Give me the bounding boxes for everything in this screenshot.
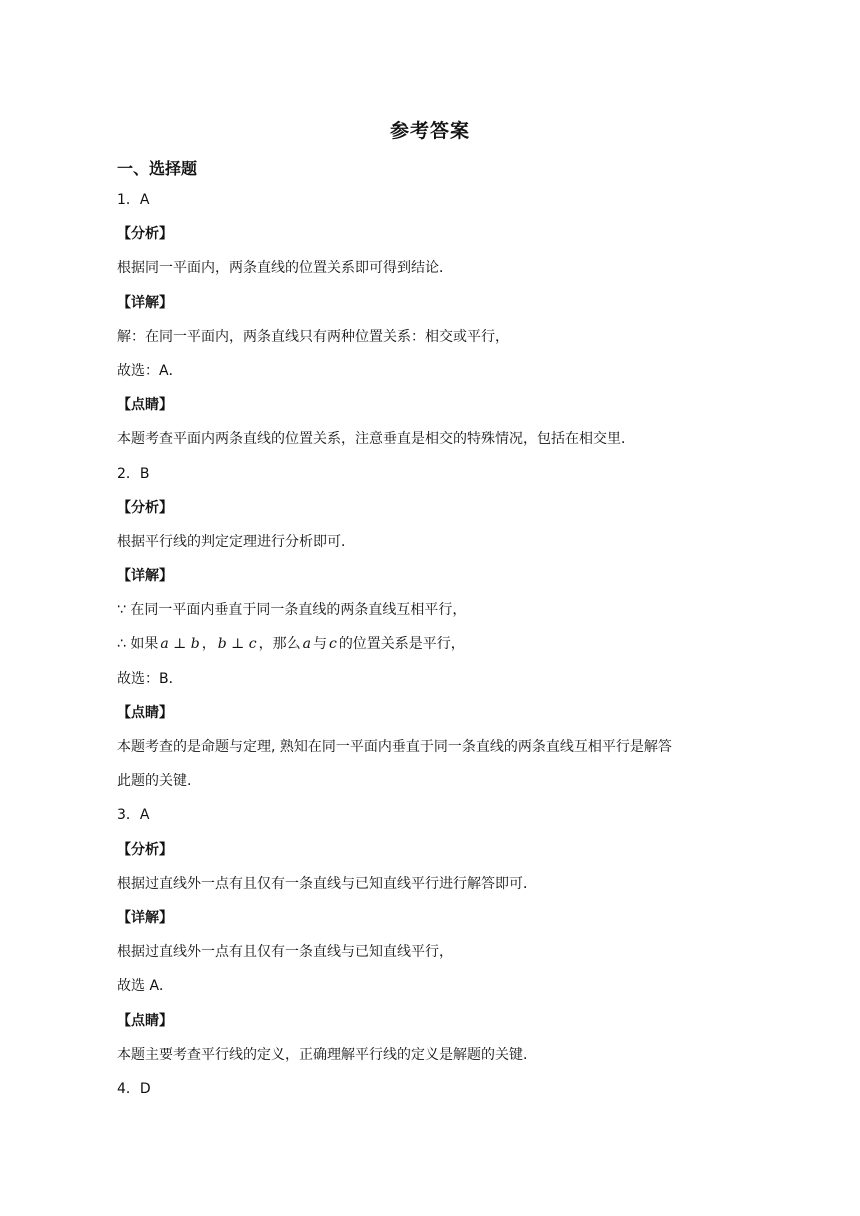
q2-answer: 2．B <box>117 465 150 482</box>
q2-comment-line-2: 此题的关键. <box>117 773 192 790</box>
q1-analysis: 根据同一平面内，两条直线的位置关系即可得到结论． <box>117 260 453 277</box>
q4-answer: 4．D <box>117 1080 151 1097</box>
q3-detail-tag: 【详解】 <box>117 909 173 926</box>
math-a: a <box>302 636 311 653</box>
q2-comment-line-1: 本题考查的是命题与定理, 熟知在同一平面内垂直于同一条直线的两条直线互相平行是解答 <box>117 739 672 755</box>
q3-answer: 3．A <box>117 807 150 824</box>
q2-analysis-tag: 【分析】 <box>117 499 173 516</box>
q3-analysis: 根据过直线外一点有且仅有一条直线与已知直线平行进行解答即可． <box>117 875 537 892</box>
q3-comment-tag: 【点睛】 <box>117 1012 173 1029</box>
q2-detail-text-2: ， <box>201 636 216 653</box>
math-a-perp-b: a ⊥ b <box>160 636 200 653</box>
answer-content <box>117 183 747 1106</box>
q1-answer: 1．A <box>117 192 150 208</box>
q2-detail-text-1: ∴ 如果 <box>117 636 159 653</box>
q1-comment-tag: 【点睛】 <box>117 397 173 414</box>
q2-detail-text-3: ，那么 <box>258 636 301 653</box>
q2-choice: 故选：B． <box>117 670 183 687</box>
q1-choice: 故选：A． <box>117 362 183 379</box>
q3-comment: 本题主要考查平行线的定义，正确理解平行线的定义是解题的关键. <box>117 1046 528 1063</box>
q1-comment: 本题考查平面内两条直线的位置关系，注意垂直是相交的特殊情况，包括在相交里． <box>117 431 635 448</box>
q2-detail-text-5: 的位置关系是平行， <box>338 636 465 653</box>
q2-comment-tag: 【点睛】 <box>117 704 173 721</box>
q2-detail-line-2 <box>117 627 747 661</box>
math-b-perp-c: b ⊥ c <box>217 636 257 653</box>
q2-detail-text-4: 与 <box>312 636 327 653</box>
q3-detail: 根据过直线外一点有且仅有一条直线与已知直线平行， <box>117 944 453 961</box>
q2-analysis: 根据平行线的判定定理进行分析即可． <box>117 533 355 550</box>
q1-analysis-tag: 【分析】 <box>117 226 173 243</box>
q1-detail-tag: 【详解】 <box>117 294 173 311</box>
page-title: 参考答案 <box>389 120 470 142</box>
q3-choice: 故选 A． <box>117 978 174 995</box>
q3-analysis-tag: 【分析】 <box>117 841 173 858</box>
q1-detail: 解：在同一平面内，两条直线只有两种位置关系：相交或平行， <box>117 328 509 345</box>
q2-detail-line-1: ∵ 在同一平面内垂直于同一条直线的两条直线互相平行， <box>117 602 467 619</box>
math-c: c <box>328 636 337 653</box>
section-heading: 一、选择题 <box>117 159 198 178</box>
q2-detail-tag: 【详解】 <box>117 568 173 585</box>
